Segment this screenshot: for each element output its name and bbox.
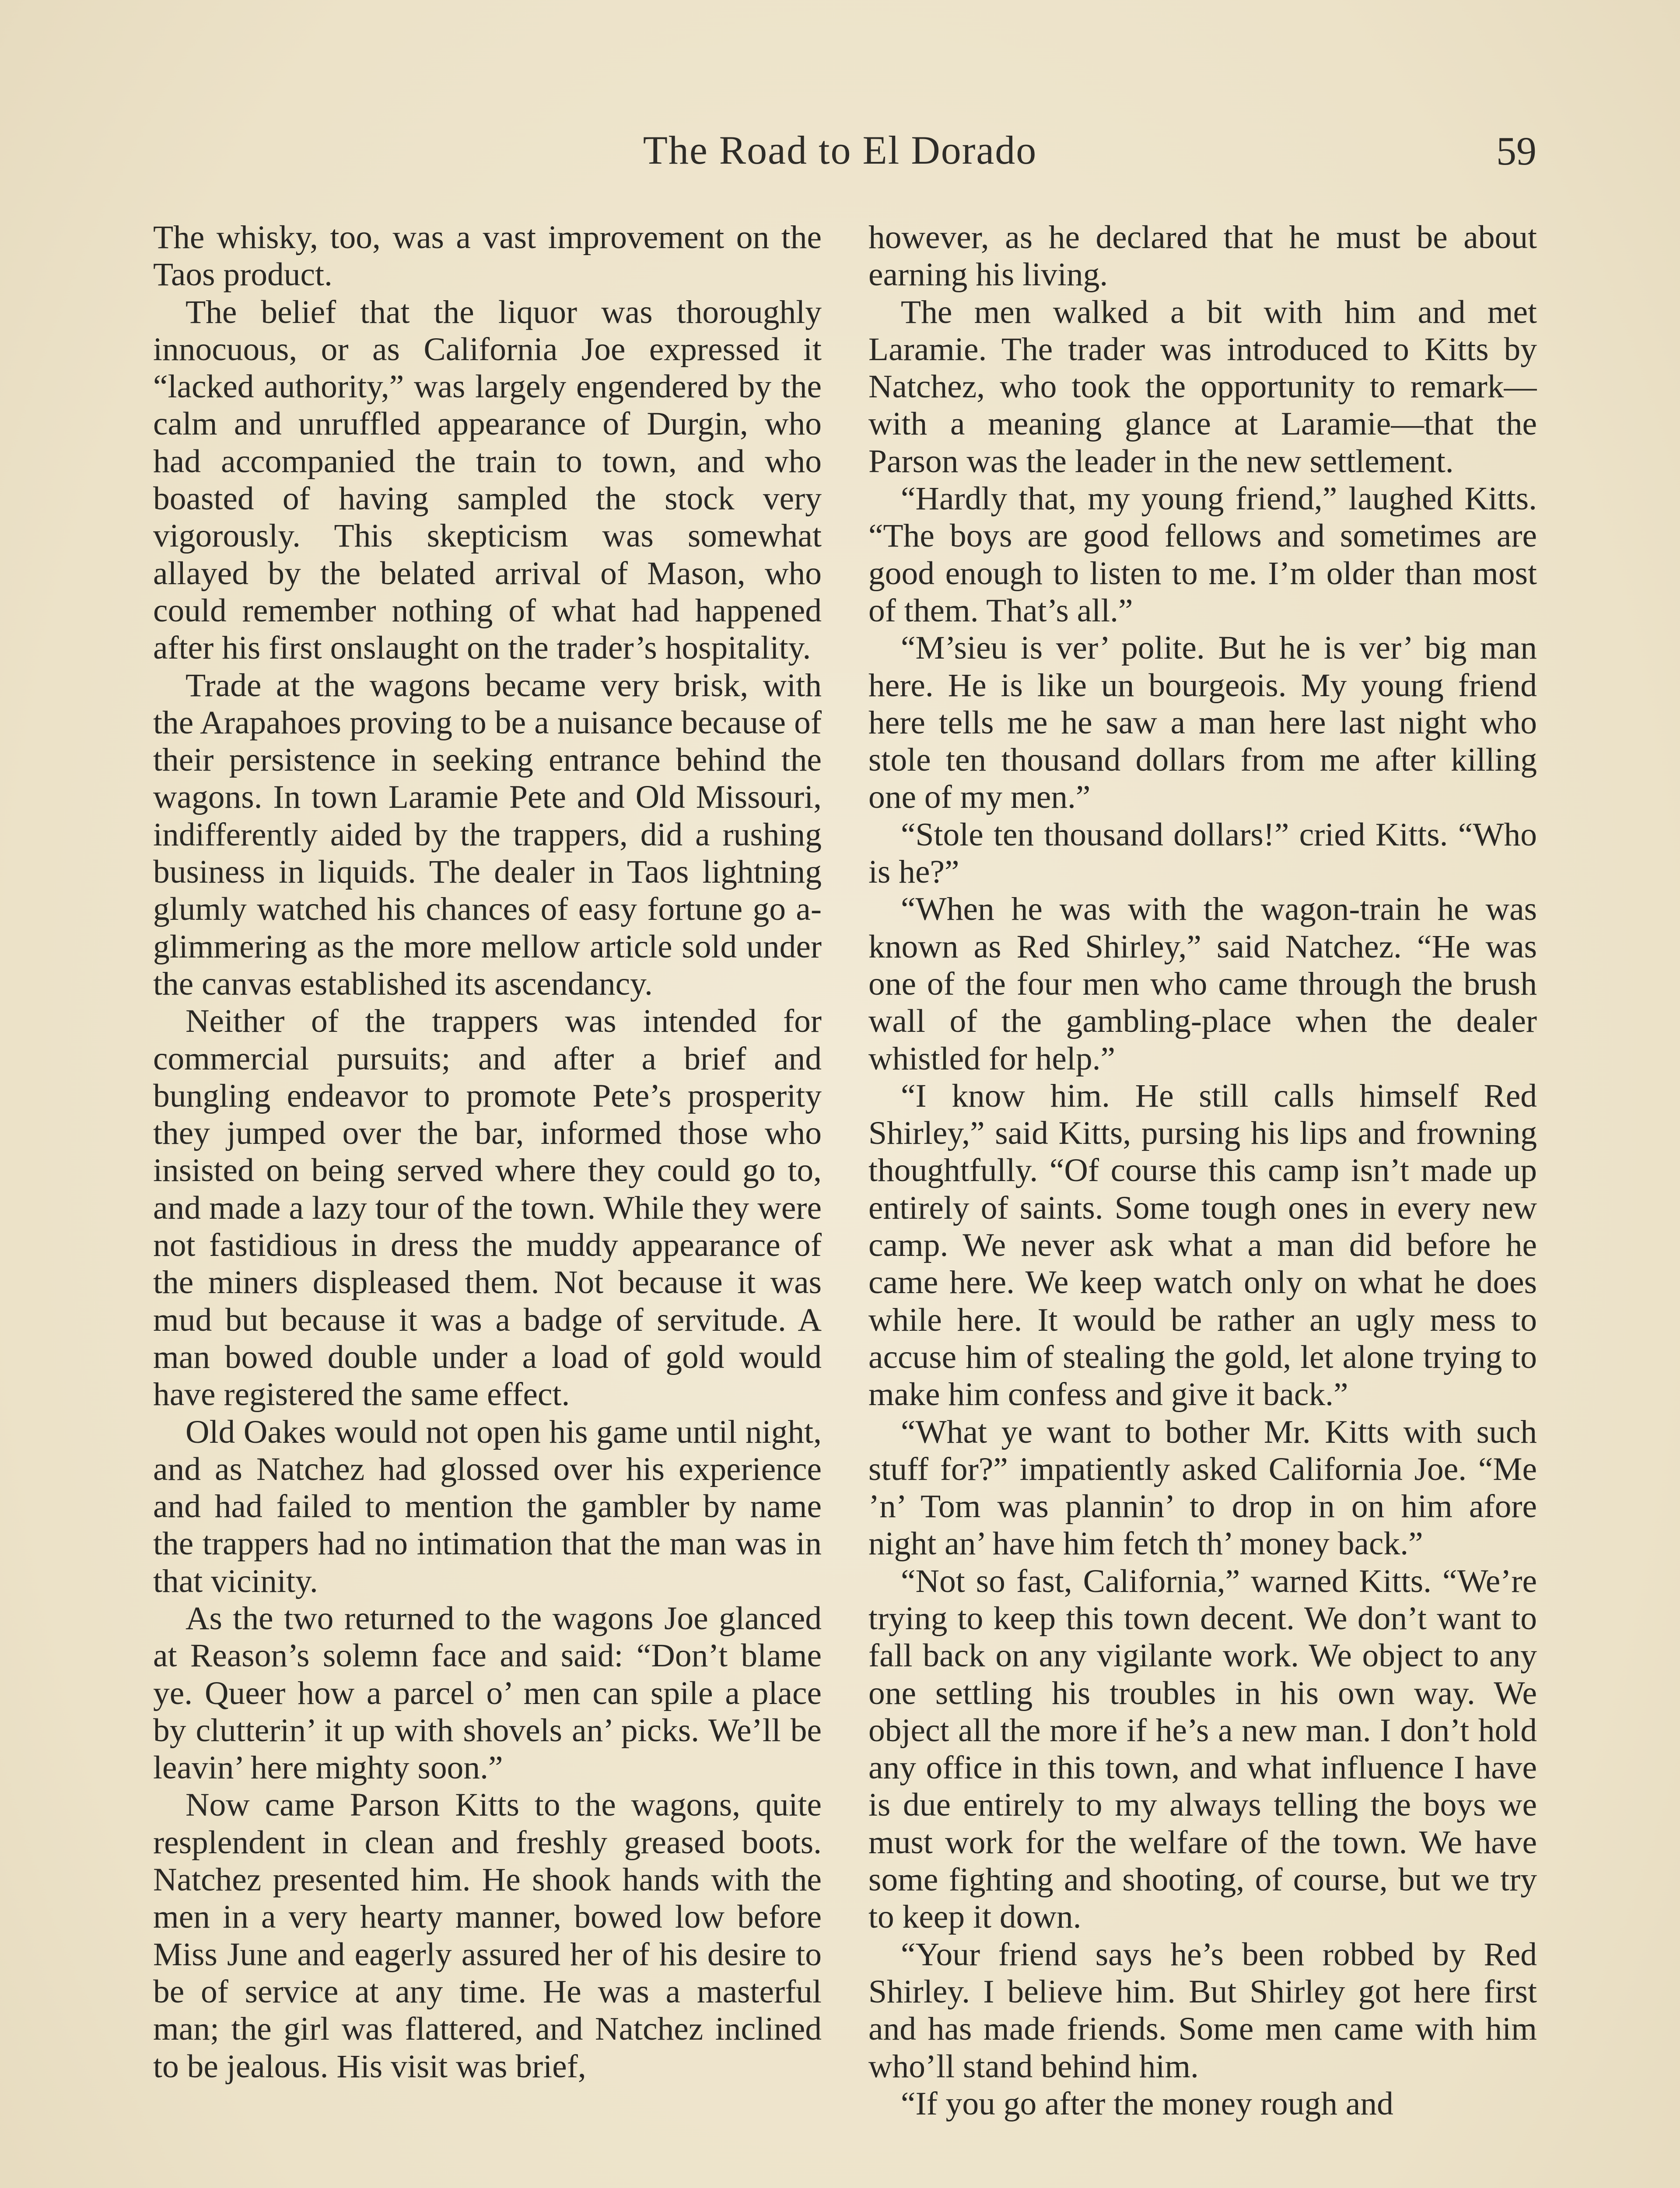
paragraph: however, as he declared that he must be about earning his living. [868,219,1537,293]
paragraph: “M’sieu is ver’ polite. But he is ver’ big man here. He is like un bourgeois. My young friend here tells me he saw a man here last night who stole ten thousand dollars from me after killing one of my men.” [868,630,1537,816]
paragraph: Now came Parson Kitts to the wagons, quite resplendent in clean and freshly greased boots. Natchez presented him. He shook hands with the men in a very hearty manner, bowed low before Miss June and eagerly assured her of his desire to be of service at any time. He was a masterful man; the girl was flattered, and Natchez inclined to be jealous. His visit was brief, [153,1787,822,2085]
paragraph: Old Oakes would not open his game until night, and as Natchez had glossed over his experience and had failed to mention the gambler by name the trappers had no intimation that the man was in that vicinity. [153,1413,822,1599]
paragraph: “If you go after the money rough and [901,2085,1393,2122]
paragraph: Neither of the trappers was intended for commercial pursuits; and after a brief and bungling endeavor to promote Pete’s prosperity they jumped over the bar, informed those who insisted on being served where they could go to, and made a lazy tour of the town. While they were not fastidious in dress the muddy appearance of the miners displeased them. Not because it was mud but because it was a badge of servitude. A man bowed double under a load of gold would have registered the same effect. [153,1003,822,1413]
paragraph: Trade at the wagons became very brisk, with the Arapahoes proving to be a nuisance because of their persistence in seeking entrance behind the wagons. In town Laramie Pete and Old Missouri, indifferently aided by the trappers, did a rushing business in liquids. The dealer in Taos lightning glumly watched his chances of easy fortune go a-glimmering as the more mellow article sold under the canvas established its ascendancy. [153,667,822,1002]
paragraph: “Not so fast, California,” warned Kitts. “We’re trying to keep this town decent. We don’t want to fall back on any vigilante work. We object to any one settling his troubles in his own way. We object all the more if he’s a new man. I don’t hold any office in this town, and what influence I have is due entirely to my always telling the boys we must work for the welfare of the town. We have some fighting and shooting, of course, but we try to keep it down. [868,1563,1537,1936]
paragraph: “Your friend says he’s been robbed by Red Shirley. I believe him. But Shirley got here first and has made friends. Some men came with him who’ll stand behind him. [868,1936,1537,2085]
page-number: 59 [1496,129,1536,173]
right-column [868,219,1537,2188]
paragraph: “Stole ten thousand dollars!” cried Kitts. “Who is he?” [868,816,1537,891]
paragraph: “What ye want to bother Mr. Kitts with such stuff for?” impatiently asked California Joe. “Me ’n’ Tom was plannin’ to drop in on him afore night an’ have him fetch th’ money back.” [868,1413,1537,1562]
paragraph: “When he was with the wagon-train he was known as Red Shirley,” said Natchez. “He was one of the four men who came through the brush wall of the gambling-place when the dealer whistled for help.” [868,891,1537,1077]
paragraph: “I know him. He still calls himself Red Shirley,” said Kitts, pursing his lips and frowning thoughtfully. “Of course this camp isn’t made up entirely of saints. Some tough ones in every new camp. We never ask what a man did before he came here. We keep watch only on what he does while here. It would be rather an ugly mess to accuse him of stealing the gold, let alone trying to make him confess and give it back.” [868,1077,1537,1413]
paragraph: The men walked a bit with him and met Laramie. The trader was introduced to Kitts by Natchez, who took the opportunity to remark—with a meaning glance at Laramie—that the Parson was the leader in the new settlement. [868,294,1537,480]
paragraph: “Hardly that, my young friend,” laughed Kitts. “The boys are good fellows and sometimes are good enough to listen to me. I’m older than most of them. That’s all.” [868,480,1537,629]
paragraph: As the two returned to the wagons Joe glanced at Reason’s solemn face and said: “Don’t blame ye. Queer how a parcel o’ men can spile a place by clutterin’ it up with shovels an’ picks. We’ll be leavin’ here mighty soon.” [153,1600,822,1786]
left-column [153,219,822,2188]
running-title: The Road to El Dorado [643,128,1037,172]
paragraph: The belief that the liquor was thoroughly innocuous, or as California Joe expressed it “lacked authority,” was largely engendered by the calm and unruffled appearance of Durgin, who had accompanied the train to town, and who boasted of having sampled the stock very vigorously. This skepticism was somewhat allayed by the belated arrival of Mason, who could remember nothing of what had happened after his first onslaught on the trader’s hospitality. [153,294,822,666]
paragraph: The whisky, too, was a vast improvement on the Taos product. [153,219,822,293]
